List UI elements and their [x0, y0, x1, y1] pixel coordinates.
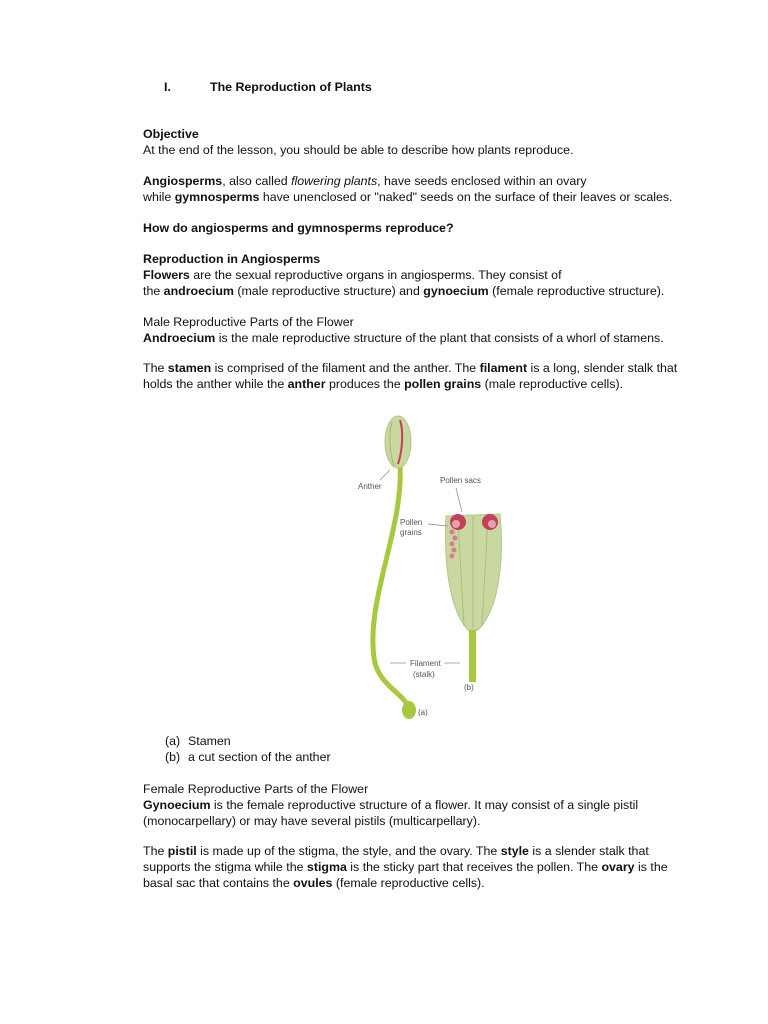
pistil-line-1: [143, 843, 668, 859]
term-flowering-plants: flowering plants: [291, 174, 378, 188]
male-parts-heading: Male Reproductive Parts of the Flower: [143, 315, 354, 329]
section-title: The Reproduction of Plants: [210, 80, 372, 94]
term-angiosperms: Angiosperms: [143, 174, 223, 188]
female-parts-line-1: [143, 797, 638, 813]
anther-leader: [380, 470, 390, 480]
term-stigma: stigma: [306, 860, 347, 874]
pistil-line-3: [143, 875, 668, 891]
text-span: (female reproductive structure).: [488, 284, 665, 298]
term-pistil: pistil: [167, 844, 197, 858]
term-gynoecium: Gynoecium: [143, 798, 211, 812]
figure-label-a: (a): [418, 708, 428, 717]
text-span: The: [143, 361, 168, 375]
reproduction-block: [143, 251, 664, 299]
term-filament: filament: [479, 361, 528, 375]
male-parts-line: [143, 330, 664, 346]
filament-label-1: Filament: [410, 659, 441, 668]
term-gymnosperms: gymnosperms: [174, 190, 260, 204]
text-span: supports the stigma while the: [143, 860, 307, 874]
female-parts-heading: Female Reproductive Parts of the Flower: [143, 782, 369, 796]
stamen-diagram: [340, 408, 520, 724]
section-stalk: [469, 630, 476, 682]
question-heading: How do angiosperms and gymnosperms reproduce?: [143, 221, 454, 235]
text-span: is the: [634, 860, 668, 874]
text-span: (male reproductive cells).: [481, 377, 624, 391]
pollen-grains-leader: [428, 524, 448, 526]
text-span: basal sac that contains the: [143, 876, 294, 890]
male-parts-block: [143, 314, 664, 346]
text-span: is made up of the stigma, the style, and the ovary. The: [196, 844, 501, 858]
pollen-sac-inner: [452, 520, 460, 528]
text-span: the: [143, 284, 164, 298]
text-span: , also called: [222, 174, 292, 188]
reproduction-heading: Reproduction in Angiosperms: [143, 252, 321, 266]
section-number: I.: [164, 80, 171, 94]
filament-label-2: (stalk): [413, 670, 435, 679]
text-span: have unenclosed or "naked" seeds on the surface of their leaves or scales.: [259, 190, 673, 204]
stamen-line-1: [143, 360, 677, 376]
text-span: is a long, slender stalk that: [527, 361, 678, 375]
text-span: is the male reproductive structure of the plant that consists of a whorl of stamens.: [215, 331, 664, 345]
term-androecium: androecium: [163, 284, 234, 298]
objective-label: Objective: [143, 127, 199, 141]
objective-block: [143, 126, 574, 158]
pollen-sacs-leader: [456, 488, 462, 512]
text-span: , have seeds enclosed within an ovary: [377, 174, 587, 188]
angiosperms-paragraph: [143, 173, 673, 205]
pollen-sac-inner: [488, 520, 496, 528]
angiosperms-line-2: [143, 189, 673, 205]
stamen-paragraph: [143, 360, 677, 392]
text-span: is the female reproductive structure of a flower. It may consist of a single pistil: [210, 798, 639, 812]
objective-text: At the end of the lesson, you should be able to describe how plants reproduce.: [143, 143, 574, 157]
reproduction-line-2: [143, 283, 664, 299]
pollen-grains-label-2: grains: [400, 528, 422, 537]
caption-a-text: Stamen: [188, 734, 231, 748]
stamen-line-2: [143, 376, 677, 392]
pollen-grain: [453, 536, 458, 541]
text-span: are the sexual reproductive organs in angiosperms. They consist of: [189, 268, 562, 282]
pistil-paragraph: [143, 843, 668, 891]
filament-base: [402, 701, 416, 719]
anther-label: Anther: [358, 482, 382, 491]
term-androecium: Androecium: [143, 331, 216, 345]
anther-bud: [385, 416, 411, 468]
female-parts-block: [143, 781, 638, 829]
pistil-line-2: [143, 859, 668, 875]
text-span: is the sticky part that receives the pollen. The: [346, 860, 602, 874]
caption-b-marker: (b): [165, 750, 181, 764]
term-style: style: [500, 844, 529, 858]
term-flowers: Flowers: [143, 268, 190, 282]
term-gynoecium: gynoecium: [423, 284, 489, 298]
text-span: is a slender stalk that: [528, 844, 649, 858]
caption-b-text: a cut section of the anther: [188, 750, 331, 764]
term-ovary: ovary: [601, 860, 635, 874]
text-span: holds the anther while the: [143, 377, 288, 391]
pollen-grain: [450, 542, 455, 547]
text-span: (male reproductive structure) and: [233, 284, 424, 298]
female-parts-line-2: (monocarpellary) or may have several pistils (multicarpellary).: [143, 814, 481, 828]
pollen-grains-label-1: Pollen: [400, 518, 423, 527]
term-pollen-grains: pollen grains: [404, 377, 482, 391]
reproduction-line-1: [143, 267, 664, 283]
term-anther: anther: [287, 377, 326, 391]
figure-label-b: (b): [464, 683, 474, 692]
text-span: (female reproductive cells).: [332, 876, 485, 890]
pollen-grain: [452, 548, 457, 553]
pollen-sacs-label: Pollen sacs: [440, 476, 481, 485]
pollen-grain: [450, 554, 455, 559]
text-span: The: [143, 844, 168, 858]
text-span: while: [143, 190, 175, 204]
term-stamen: stamen: [167, 361, 212, 375]
caption-a-marker: (a): [165, 734, 181, 748]
term-ovules: ovules: [293, 876, 333, 890]
text-span: produces the: [325, 377, 405, 391]
angiosperms-line-1: [143, 173, 673, 189]
filament-stalk: [373, 464, 408, 708]
text-span: is comprised of the filament and the anther. The: [211, 361, 480, 375]
pollen-grain: [450, 530, 455, 535]
